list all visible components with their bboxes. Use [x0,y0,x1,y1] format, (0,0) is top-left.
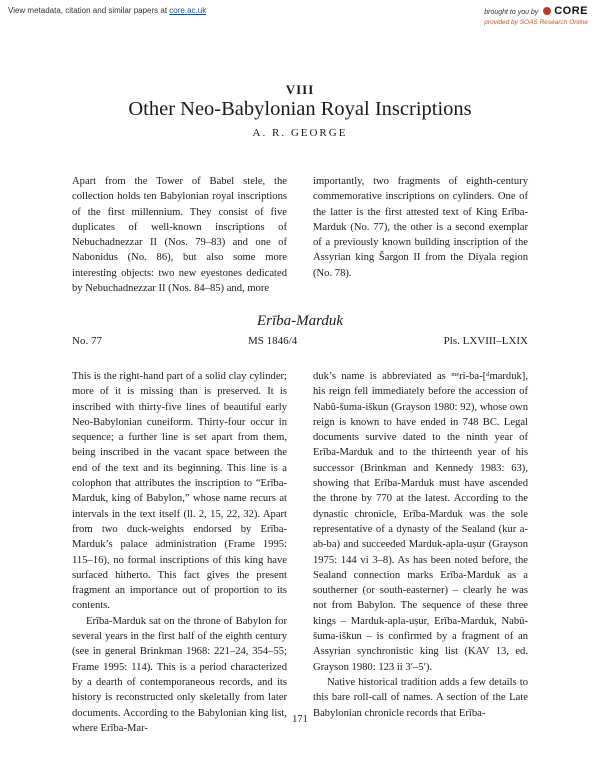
core-logo-icon [543,7,551,15]
plate-reference: Pls. LXVIII–LXIX [443,335,528,347]
core-banner [0,0,600,30]
chapter-author: A. R. GEORGE [252,127,348,139]
catalogue-number: No. 77 [72,335,102,347]
provided-by-link[interactable]: provided by SOAS Research Online [484,19,588,26]
core-logo-text: CORE [554,5,588,17]
chapter-title: Other Neo-Babylonian Royal Inscriptions [128,98,472,120]
body-right-column [313,369,528,721]
body-left-column [72,369,287,736]
brought-by-text: brought to you by [484,9,539,16]
core-brand[interactable] [484,5,588,17]
section-title: Erība-Marduk [256,313,344,329]
core-metadata-link[interactable] [8,6,206,15]
core-site-link[interactable]: core.ac.uk [169,6,207,15]
intro-paragraph-right: importantly, two fragments of eighth-century commemorative inscriptions on cylinders. One of the latter is the first attested text of King Erība-Marduk (No. 77), the other is a second exemplar of a previously known building inscription of the Assyrian king Šargon II from the Diyala region (No. 78). [313,176,528,279]
intro-left-column [72,174,287,296]
intro-right-column [313,174,528,281]
intro-paragraph-left: Apart from the Tower of Babel stele, the collection holds ten Babylonian royal inscriptions of the first millennium. They consist of five duplicates of well-known inscriptions of Nebuchadnezzar II (Nos. 79–83) and one of Nabonidus (No. 86), but also some more interesting objects: two new eyestones dedicated by Nebuchadnezzar II (Nos. 84–85) and, more [72,176,287,295]
body-paragraph: Native historical tradition adds a few details to this bare roll-call of names. A section of the Late Babylonian chronicle records that Erība- [313,676,528,719]
body-paragraph: duk’s name is abbreviated as ᵐᵉri-ba-[ᵈmarduk], his reign fell immediately before the accession of Nabû-šuma-iškun (Grayson 1980: 92), whose own reign is known to have ended in 748 BC. Legal documents survive dated to the ninth year of Erība-Marduk and to the thirteenth year of his successor (Brinkman and Kennedy 1983: 63), showing that Erība-Marduk must have ascended the throne by 770 at the latest. According to the dynastic chronicle, Erība-Marduk was the sole representative of a dynasty of the Sealand (kur a-ab-ba) and succeeded Marduk-apla-uṣur (Grayson 1975: 144 vi 3–8). As has been noted before, the Sealand connection marks Erība-Marduk as a southerner (or south-easterner) – clearly he was not from Babylon. The sequence of these three kings – Marduk-apla-uṣur, Erība-Marduk, Nabû-šuma-iškun – is confirmed by a fragment of an Assyrian synchronistic king list (KAV 13, ed. Grayson 1980: 123 ii 3′–5′). [313,371,528,673]
core-link-text: View metadata, citation and similar papers at [8,6,168,15]
chapter-number: VIII [285,82,315,97]
page-number: 171 [292,714,308,725]
manuscript-number: MS 1846/4 [248,335,298,347]
body-paragraph: Erība-Marduk sat on the throne of Babylon for several years in the first half of the eighth century (see in general Brinkman 1968: 221–24, 354–55; Frame 1995: 114). This is a period characterized by a dearth of contemporaneous records, and its history is reconstructed only skeletally from later documents. According to the Babylonian king list, where Erība-Mar- [72,615,287,734]
body-paragraph: This is the right-hand part of a solid clay cylinder; more of it is missing than is preserved. It is inscribed with thirty-five lines of beautiful early Neo-Babylonian cuneiform. Thirty-four occur in sequence; a further line is set apart from them, being inscribed in the vacant space between the end of the text and its beginning. This line is a colophon that attributes the inscription to “Erība-Marduk, king of Babylon,” whose name recurs at intervals in the text itself (ll. 2, 15, 22, 32). Apart from two duck-weights endorsed by Erība-Marduk’s palace administration (Frame 1995: 115–16), no formal inscriptions of this king have surfaced hitherto. This fact gives the present fragment an importance out of proportion to its contents. [72,371,287,612]
